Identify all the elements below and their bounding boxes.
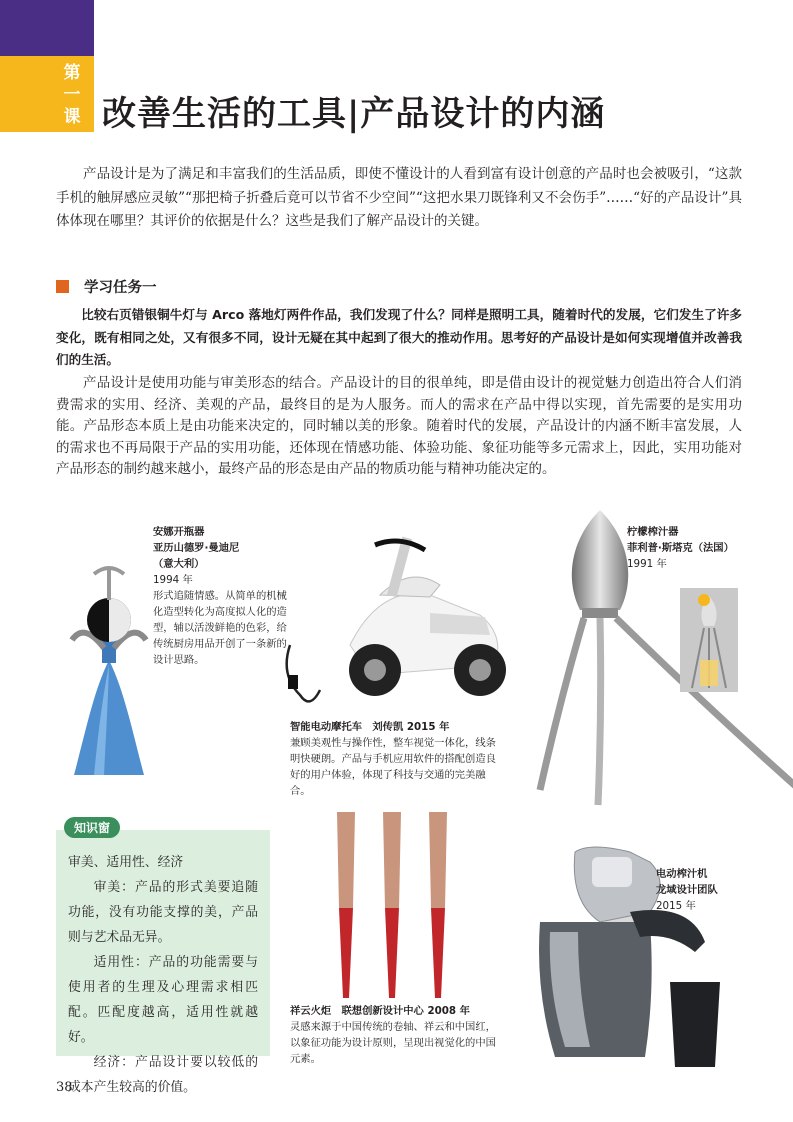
lesson-label	[54, 60, 90, 130]
knowledge-p1: 审美：产品的形式美要追随功能，没有功能支撑的美，产品则与艺术品无异。	[68, 880, 258, 945]
squeezer-caption	[627, 524, 747, 572]
torch-title: 祥云火炬 联想创新设计中心 2008 年	[290, 1005, 470, 1017]
lesson-char-3: 课	[63, 107, 81, 127]
intro-paragraph: 产品设计是为了满足和丰富我们的生活品质，即使不懂设计的人看到富有设计创意的产品时也会被吸引，“这款手机的触屏感应灵敏”“那把椅子折叠后竟可以节省不少空间”“这把水果刀既锋利又不会伤手”……“好的产品设计”具体体现在哪里？其评价的依据是什么？这些是我们了解产品设计的关键。	[56, 166, 742, 229]
knowledge-p3: 经济：产品设计要以较低的成本产生较高的价值。	[68, 1055, 258, 1095]
lesson-char-1: 第	[63, 63, 81, 83]
knowledge-p2: 适用性：产品的功能需要与使用者的生理及心理需求相匹配。匹配度越高，适用性就越好。	[68, 955, 258, 1045]
main-paragraph: 产品设计是使用功能与审美形态的结合。产品设计的目的很单纯，即是借由设计的视觉魅力创造出符合人们消费需求的实用、经济、美观的产品，最终目的是为人服务。而人的需求在产品中得以实现，首先需要的是实用功能。产品形态本质上是由功能来决定的，同时辅以美的形象。随着时代的发展，产品设计的内涵不断丰富发展，人的需求也不再局限于产品的实用功能，还体现在情感功能、体验功能、象征功能等多元需求上，因此，实用功能对产品形态的制约越来越小，最终产品的形态是由产品的物质功能与精神功能决定的。	[56, 375, 742, 477]
squeezer-name: 柠檬榨汁器	[627, 526, 679, 538]
lesson-tab-top	[0, 0, 94, 56]
squeezer-year: 1991 年	[627, 558, 667, 570]
corkscrew-image	[64, 540, 154, 780]
torch-image	[325, 808, 470, 1004]
squeezer-photo-image	[680, 588, 738, 692]
squeezer-designer: 菲利普·斯塔克（法国）	[627, 542, 734, 554]
torch-desc: 灵感来源于中国传统的卷轴、祥云和中国红，以象征功能为设计原则，呈现出视觉化的中国元素。	[290, 1021, 496, 1065]
juicer-year: 2015 年	[656, 900, 696, 912]
scooter-image	[280, 525, 520, 715]
torch-caption	[290, 1003, 500, 1067]
scooter-title: 智能电动摩托车 刘传凯 2015 年	[290, 721, 450, 733]
corkscrew-designer: 亚历山德罗·曼迪尼	[153, 542, 240, 554]
juicer-caption	[656, 866, 766, 914]
task-heading	[56, 276, 157, 297]
corkscrew-year: 1994 年	[153, 574, 193, 586]
task-body: 比较右页错银铜牛灯与 Arco 落地灯两件作品，我们发现了什么？同样是照明工具，随着时代的发展，它们发生了许多变化，既有相同之处，又有很多不同，设计无疑在其中起到了很大的推动作用。思考好的产品设计是如何实现增值并改善我们的生活。	[56, 307, 742, 367]
corkscrew-caption	[153, 524, 289, 668]
juicer-name: 电动榨汁机	[656, 868, 708, 880]
page-title: 改善生活的工具|产品设计的内涵	[102, 94, 606, 134]
task-title: 学习任务一	[84, 280, 157, 296]
scooter-caption	[290, 719, 500, 799]
page-number: 38	[56, 1080, 73, 1095]
knowledge-heading: 审美、适用性、经济	[68, 855, 184, 870]
juicer-designer: 龙域设计团队	[656, 884, 718, 896]
corkscrew-name: 安娜开瓶器	[153, 526, 205, 538]
lesson-char-2: 一	[63, 85, 81, 105]
corkscrew-desc: 形式追随情感。从简单的机械化造型转化为高度拟人化的造型，辅以活泼鲜艳的色彩，给传统厨房用品开创了一条新的设计思路。	[153, 590, 287, 666]
scooter-desc: 兼顾美观性与操作性，整车视觉一体化，线条明快硬朗。产品与手机应用软件的搭配创造良好的用户体验，体现了科技与交通的完美融合。	[290, 737, 496, 797]
square-bullet-icon	[56, 280, 69, 293]
corkscrew-country: （意大利）	[153, 558, 205, 570]
knowledge-badge: 知识窗	[64, 817, 120, 838]
